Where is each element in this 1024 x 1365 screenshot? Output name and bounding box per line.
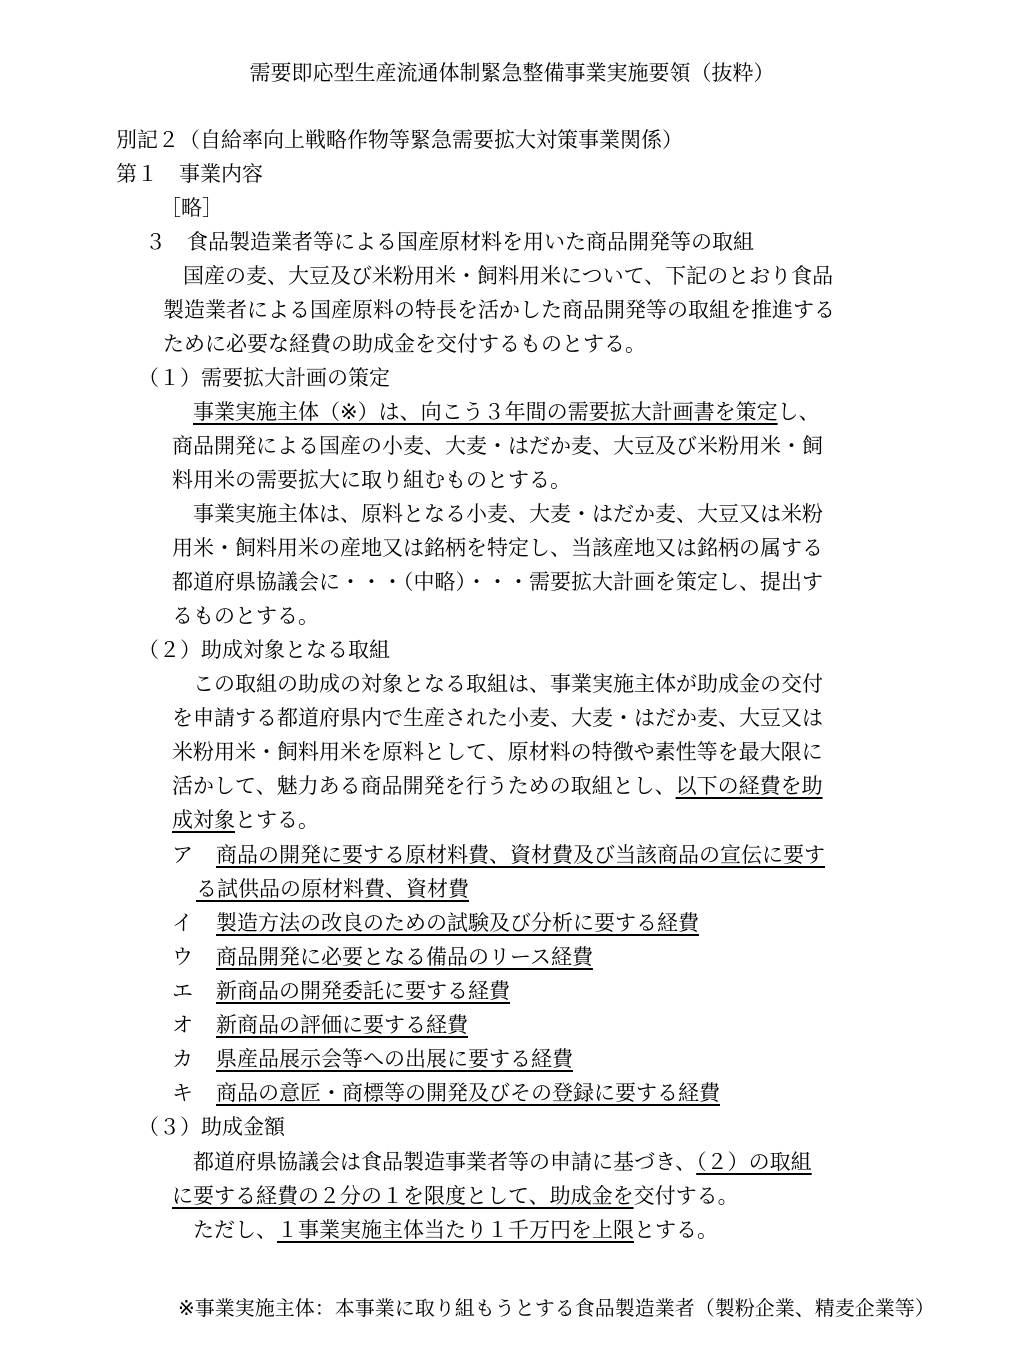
omitted-note: ［略］ [160,196,223,220]
sub1-para2-line: 用米・飼料用米の産地又は銘柄を特定し、当該産地又は銘柄の属する [172,536,823,560]
underlined-text: 以下の経費を助 [675,774,823,798]
sub2-para-line: 米粉用米・飼料用米を原料として、原材料の特徴や素性等を最大限に [172,740,823,764]
list-marker: キ [172,1081,193,1105]
sub2-para-line: を申請する都道府県内で生産された小麦、大麦・はだか麦、大豆又は [172,706,823,730]
list-item-text: る試供品の原材料費、資材費 [196,877,469,901]
underlined-text: （２）の取組 [696,1150,812,1174]
sub3-para-line [193,1147,812,1177]
underlined-text: 成対象 [172,808,235,832]
list-marker: ウ [172,945,193,969]
list-item [172,840,825,870]
list-item [172,908,699,938]
list-item-text: 商品の意匠・商標等の開発及びその登録に要する経費 [216,1081,720,1105]
sub3-heading: （３）助成金額 [138,1115,285,1139]
sub1-para1-line: 商品開発による国産の小麦、大麦・はだか麦、大豆及び米粉用米・飼 [172,434,823,458]
section-heading: 第１ 事業内容 [116,162,263,186]
sub1-para2-line: るものとする。 [172,604,319,628]
sub1-heading: （１）需要拡大計画の策定 [138,366,390,390]
sub1-para1-line: 料用米の需要拡大に取り組むものとする。 [172,468,571,492]
sub2-heading: （２）助成対象となる取組 [138,638,390,662]
list-item-text: 製造方法の改良のための試験及び分析に要する経費 [216,911,699,935]
list-item-text: 新商品の開発委託に要する経費 [216,979,510,1003]
footnote: ※事業実施主体：本事業に取り組もうとする食品製造業者（製粉企業、精麦企業等） [178,1296,935,1320]
annex-heading: 別記２（自給率向上戦略作物等緊急需要拡大対策事業関係） [116,128,683,152]
sub1-para2-line: 都道府県協議会に・・・（中略）・・・需要拡大計画を策定し、提出す [172,570,823,594]
item3-heading: ３ 食品製造業者等による国産原材料を用いた商品開発等の取組 [145,230,754,254]
sub3-para-line [172,1181,739,1211]
underlined-text: １事業実施主体当たり１千万円を上限 [277,1218,634,1242]
sub2-para-line: この取組の助成の対象となる取組は、事業実施主体が助成金の交付 [193,672,823,696]
list-marker: カ [172,1047,193,1071]
item3-intro-line: ために必要な経費の助成金を交付するものとする。 [163,332,646,356]
list-item [172,942,593,972]
list-item-continuation [196,874,469,904]
list-item-text: 商品開発に必要となる備品のリース経費 [216,945,593,969]
plain-text: ただし、 [193,1218,277,1242]
list-marker: オ [172,1013,193,1037]
plain-text: 活かして、魅力ある商品開発を行うための取組とし、 [172,774,676,798]
list-item-text: 商品の開発に要する原材料費、資材費及び当該商品の宣伝に要す [216,843,825,867]
plain-text: とする。 [235,808,319,832]
document-title: 需要即応型生産流通体制緊急整備事業実施要領（抜粋） [249,61,775,85]
sub2-para-line [172,771,823,801]
list-marker: ア [172,843,193,867]
list-item-text: 新商品の評価に要する経費 [216,1013,468,1037]
plain-text: し、 [777,400,820,424]
underlined-text: に要する経費の２分の１を限度として、助成金を [172,1184,634,1208]
plain-text: 都道府県協議会は食品製造事業者等の申請に基づき、 [193,1150,697,1174]
list-item-text: 県産品展示会等への出展に要する経費 [216,1047,573,1071]
list-marker: エ [172,979,193,1003]
sub3-para-line [193,1215,718,1245]
plain-text: 交付する。 [633,1184,739,1208]
list-marker: イ [172,911,193,935]
sub1-para2-line: 事業実施主体は、原料となる小麦、大麦・はだか麦、大豆又は米粉 [193,502,823,526]
underlined-text: 事業実施主体（※）は、向こう３年間の需要拡大計画書を策定 [193,400,778,424]
sub1-para1-line [193,397,820,427]
list-item [172,1044,573,1074]
sub2-para-line [172,805,319,835]
item3-intro-line: 製造業者による国産原料の特長を活かした商品開発等の取組を推進する [163,298,835,322]
plain-text: とする。 [634,1218,718,1242]
list-item [172,1078,720,1108]
item3-intro-line: 国産の麦、大豆及び米粉用米・飼料用米について、下記のとおり食品 [183,264,834,288]
list-item [172,1010,468,1040]
list-item [172,976,510,1006]
